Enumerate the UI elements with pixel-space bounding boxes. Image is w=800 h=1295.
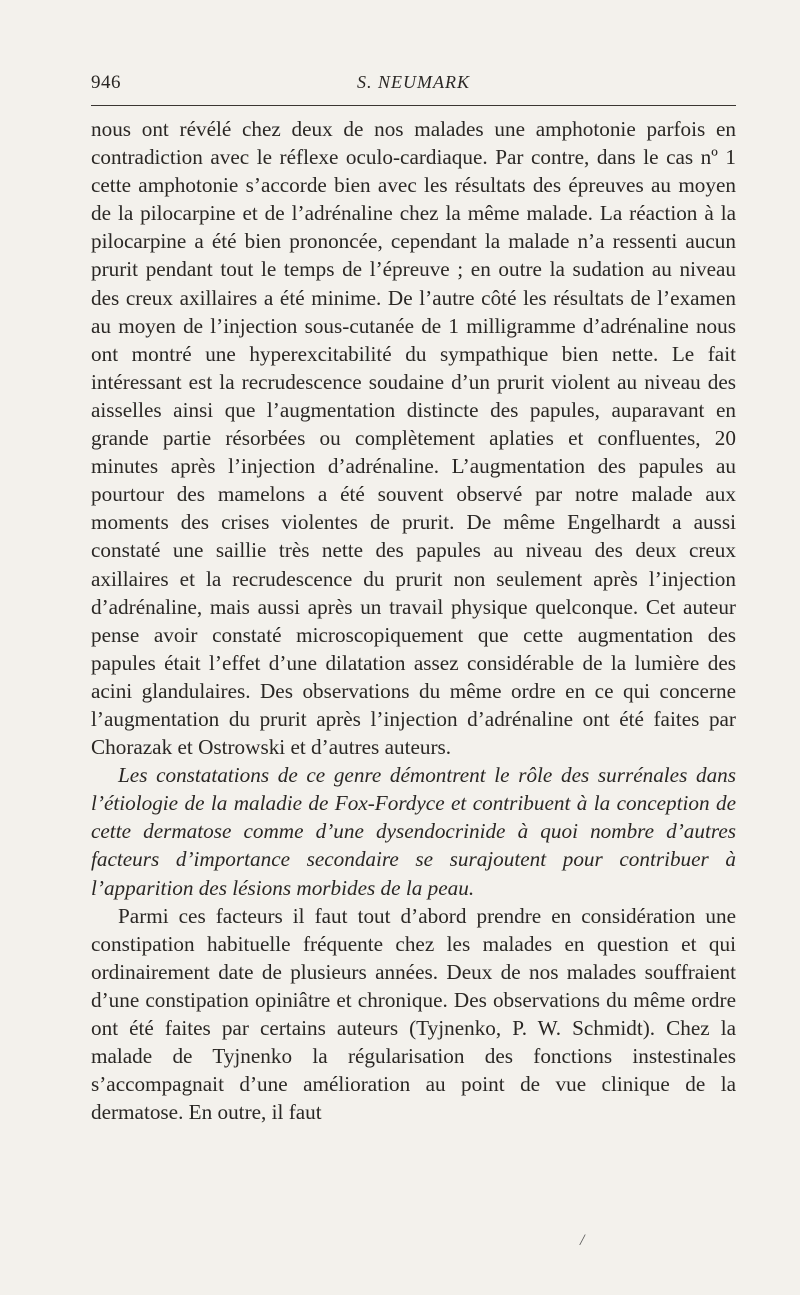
header-rule <box>91 105 736 106</box>
running-head-author: S. NEUMARK <box>357 72 470 92</box>
body-text <box>91 115 736 1126</box>
page-header <box>91 72 736 102</box>
page-number: 946 <box>91 72 121 93</box>
paragraph-3: Parmi ces facteurs il faut tout d’abord prendre en considération une constipation habituelle fréquente chez les malades en question et qui ordinairement date de plusieurs années. Deux de nos malades souffraient d’une constipation opiniâtre et chronique. Des observations du même ordre ont été faites par certains auteurs (Tyjnenko, P. W. Schmidt). Chez la malade de Tyjnenko la régularisation des fonctions instestinales s’accompagnait d’une amélioration au point de vue clinique de la dermatose. En outre, il faut <box>91 903 736 1125</box>
margin-mark: / <box>580 1232 585 1249</box>
paragraph-2-italic: Les constatations de ce genre démontrent le rôle des surrénales dans l’étiologie de la maladie de Fox-Fordyce et contribuent à la conception de cette dermatose comme d’une dysendocrinide à quoi nombre d’autres facteurs d’importance secondaire se surajoutent pour contribuer à l’apparition des lésions morbides de la peau. <box>91 763 736 900</box>
paragraph-1: nous ont révélé chez deux de nos malades une amphotonie parfois en contradiction avec le réflexe oculo-cardiaque. Par contre, dans le cas nº 1 cette amphotonie s’accorde bien avec les résultats des épreuves au moyen de la pilocarpine et de l’adrénaline chez la même malade. La réaction à la pilocarpine a été bien prononcée, cependant la malade n’a ressenti aucun prurit pendant tout le temps de l’épreuve ; en outre la sudation au niveau des creux axillaires a été minime. De l’autre côté les résultats de l’examen au moyen de l’injection sous-cutanée de 1 milligramme d’adrénaline nous ont montré une hyperexcitabilité du sympathique bien nette. Le fait intéressant est la recrudescence soudaine d’un prurit violent au niveau des aisselles ainsi que l’augmentation distincte des papules, auparavant en grande partie résorbées ou complètement aplaties et confluentes, 20 minutes après l’injection d’adrénaline. L’augmentation des papules au pourtour des mamelons a été souvent observé par notre malade aux moments des crises violentes de prurit. De même Engelhardt a aussi constaté une saillie très nette des papules au niveau des deux creux axillaires et la recrudescence du prurit non seulement après l’injection d’adrénaline, mais aussi après un travail physique quelconque. Cet auteur pense avoir constaté microscopiquement que cette augmentation des papules était l’effet d’une dilatation assez considérable de la lumière des acini glandulaires. Des observations du même ordre en ce qui concerne l’augmentation du prurit après l’injection d’adrénaline ont été faites par Chorazak et Ostrowski et d’autres auteurs. <box>91 117 736 760</box>
